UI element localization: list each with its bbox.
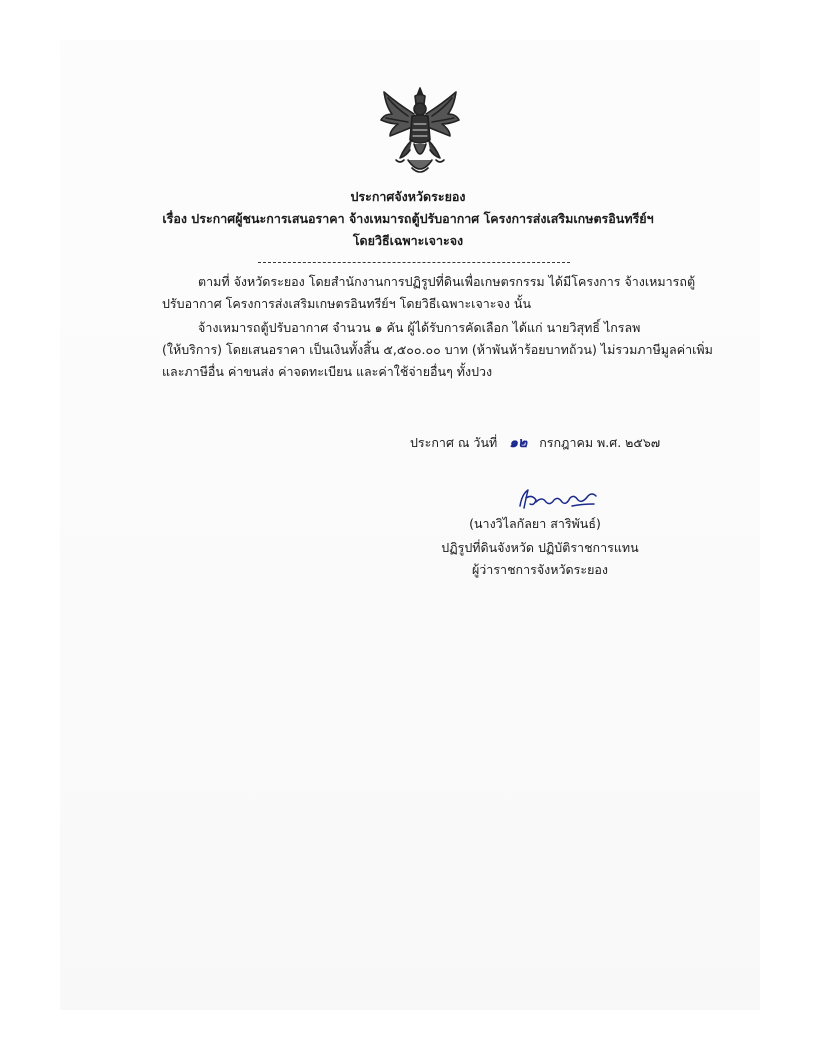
handwritten-signature <box>512 484 602 514</box>
paragraph-2-line-1: จ้างเหมารถตู้ปรับอากาศ จำนวน ๑ คัน ผู้ได้รับการคัดเลือก ได้แก่ นายวิสุทธิ์ ไกรลพ <box>198 320 641 335</box>
date-prefix: ประกาศ ณ วันที่ <box>410 435 498 450</box>
paragraph-2-line-3: และภาษีอื่น ค่าขนส่ง ค่าจดทะเบียน และค่าใช้จ่ายอื่นๆ ทั้งปวง <box>162 364 493 379</box>
signatory-position-2: ผู้ว่าราชการจังหวัดระยอง <box>471 562 609 577</box>
divider-line <box>258 262 570 263</box>
signatory-position-1: ปฏิรูปที่ดินจังหวัด ปฏิบัติราชการแทน <box>441 540 639 555</box>
date-day-handwritten: ๑๒ <box>509 435 528 451</box>
paragraph-1-line-2: ปรับอากาศ โครงการส่งเสริมเกษตรอินทรีย์ฯ โดยวิธีเฉพาะเจาะจง นั้น <box>162 296 532 311</box>
paragraph-1-line-1: ตามที่ จังหวัดระยอง โดยสำนักงานการปฏิรูปที่ดินเพื่อเกษตรกรรม ได้มีโครงการ จ้างเหมารถตู้ <box>198 274 696 289</box>
garuda-emblem-icon <box>378 84 462 180</box>
date-month-year: กรกฎาคม พ.ศ. ๒๕๖๗ <box>539 435 661 450</box>
procurement-method: โดยวิธีเฉพาะเจาะจง <box>352 233 464 248</box>
signatory-name: (นางวิไลกัลยา สาริพันธ์) <box>469 516 601 531</box>
announcement-title: ประกาศจังหวัดระยอง <box>350 189 466 204</box>
paragraph-2-line-2: (ให้บริการ) โดยเสนอราคา เป็นเงินทั้งสิ้น ๕,๕๐๐.๐๐ บาท (ห้าพันห้าร้อยบาทถ้วน) ไม่รวมภาษีมูลค่าเพิ่ม <box>162 342 713 357</box>
announcement-subject: เรื่อง ประกาศผู้ชนะการเสนอราคา จ้างเหมารถตู้ปรับอากาศ โครงการส่งเสริมเกษตรอินทรีย์ฯ <box>162 211 654 226</box>
announcement-date <box>410 433 660 453</box>
